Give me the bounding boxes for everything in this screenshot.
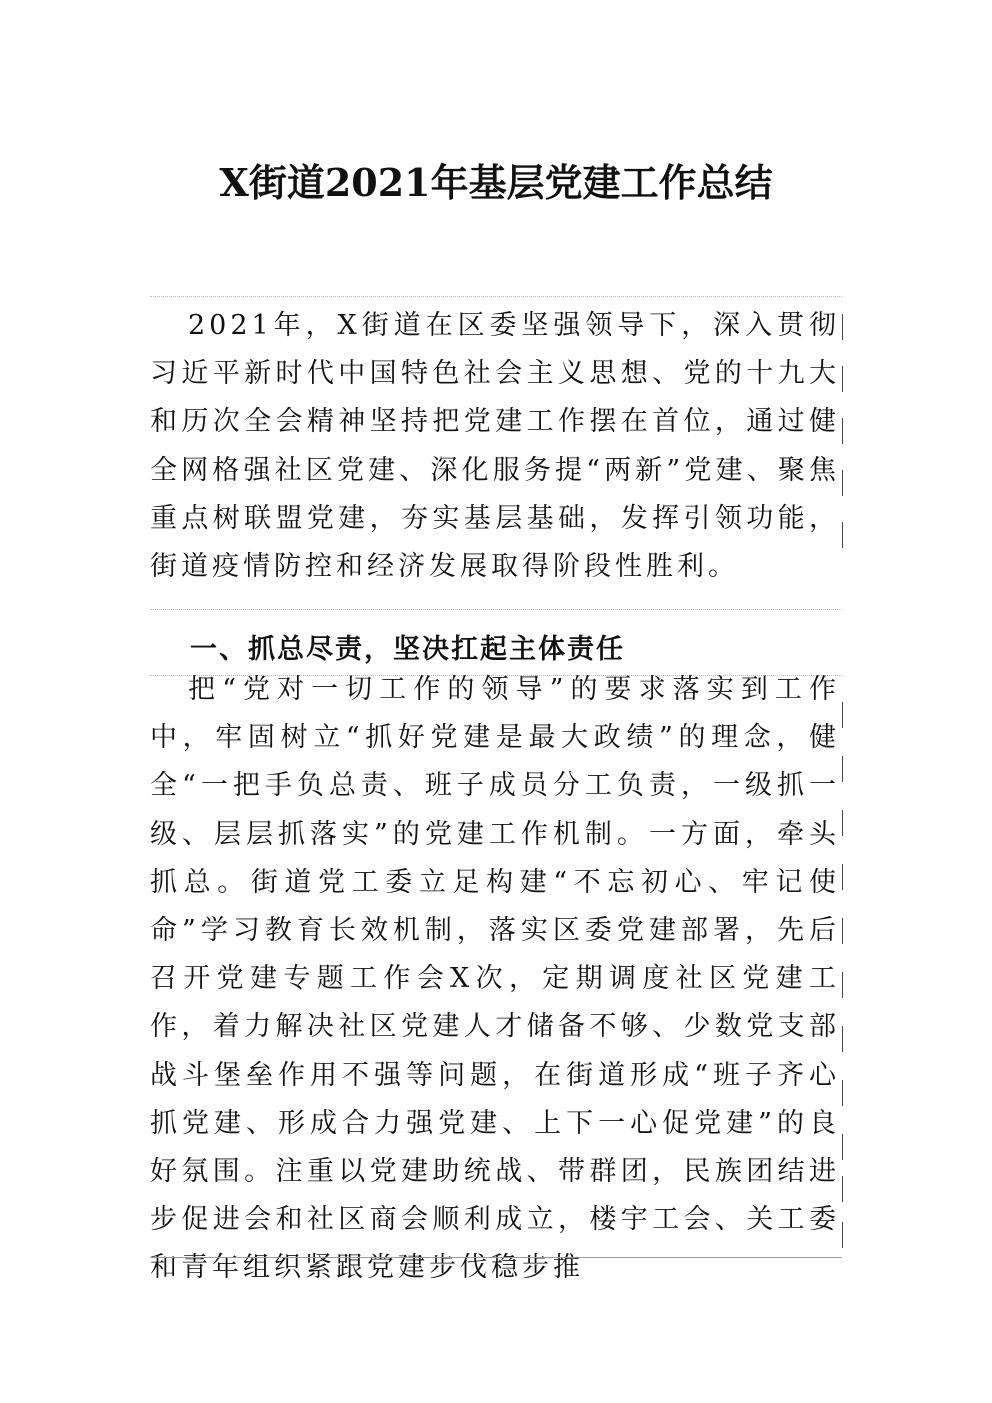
margin-mark [842,314,843,340]
intro-paragraph: 2021年，X街道在区委坚强领导下，深入贯彻习近平新时代中国特色社会主义思想、党的十九大和历次全会精神坚持把党建工作摆在首位，通过健全网格强社区党建、深化服务提“两新”党建、聚焦重点树联盟党建，夯实基层基础，发挥引领功能，街道疫情防控和经济发展取得阶段性胜利。 [150,310,840,583]
margin-mark [842,864,843,890]
margin-mark [842,1134,843,1160]
page-bottom-rule [150,1257,842,1258]
margin-mark [842,702,843,728]
margin-mark [842,918,843,944]
intro-bottom-guide [150,609,842,610]
margin-mark [842,756,843,782]
margin-mark [842,470,843,496]
margin-mark [842,522,843,548]
intro-top-guide [150,296,842,297]
margin-mark [842,810,843,836]
margin-mark [842,972,843,998]
margin-mark [842,418,843,444]
section-paragraph: 把“党对一切工作的领导”的要求落实到工作中，牢固树立“抓好党建是最大政绩”的理念，健全“一把手负总责、班子成员分工负责，一级抓一级、层层抓落实”的党建工作机制。一方面，牵头抓总。街道党工委立足构建“不忘初心、牢记使命”学习教育长效机制，落实区委党建部署，先后召开党建专题工作会X次，定期调度社区党建工作，着力解决社区党建人才储备不够、少数党支部战斗堡垒作用不强等问题，在街道形成“班子齐心抓党建、形成合力强党建、上下一心促党建”的良好氛围。注重以党建助统战、带群团，民族团结进步促进会和社区商会顺利成立，楼宇工会、关工委和青年组织紧跟党建步伐稳步推 [150,674,840,1284]
margin-mark [842,1026,843,1052]
section-heading: 一、抓总尽责，坚决扛起主体责任 [190,634,625,665]
margin-mark [842,1222,843,1248]
margin-mark [842,1176,843,1202]
margin-mark [842,1080,843,1106]
margin-mark [842,366,843,392]
document-title: X街道2021年基层党建工作总结 [219,160,773,205]
